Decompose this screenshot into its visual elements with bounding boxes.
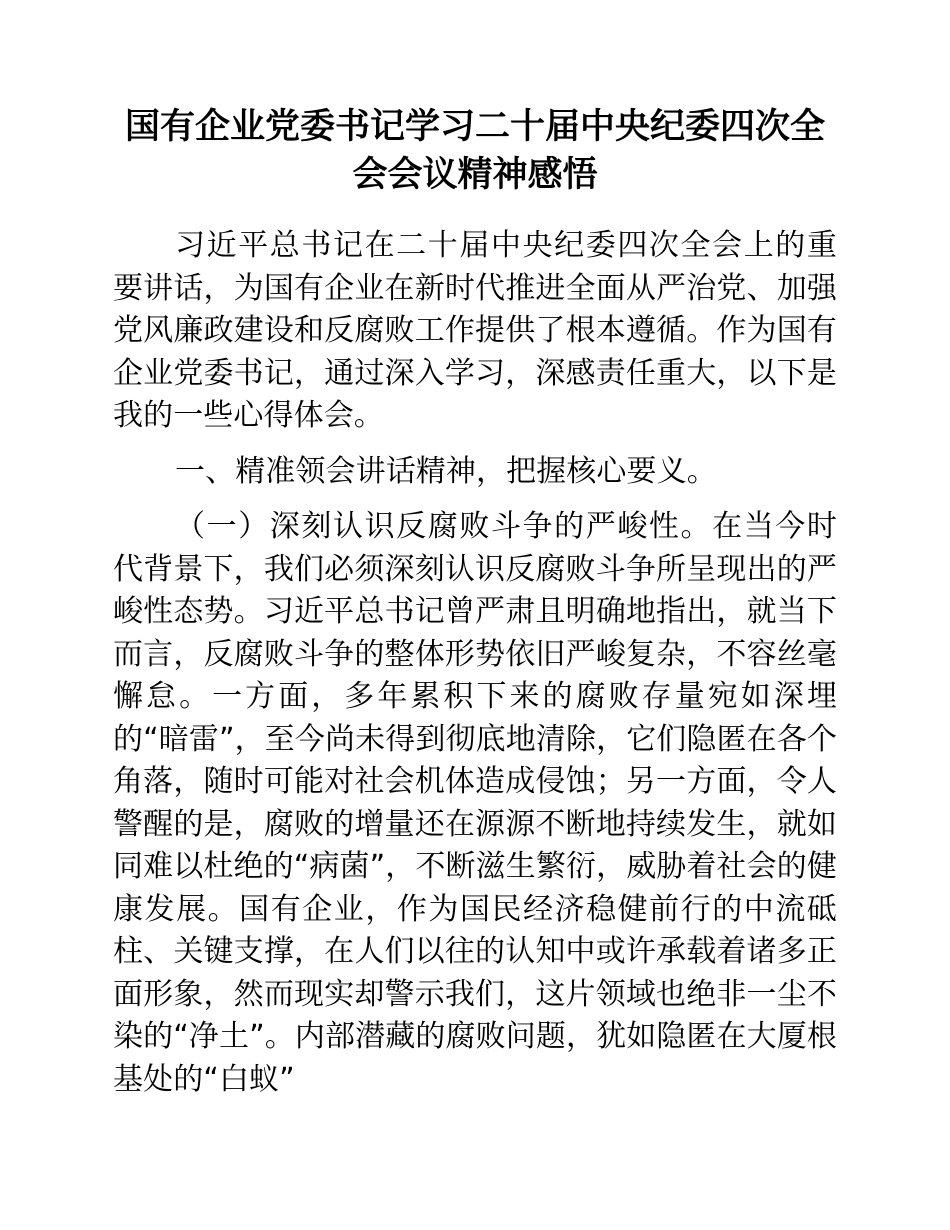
paragraph-spacer-1 [113,438,837,451]
section-heading-1: 一、精准领会讲话精神，把握核心要义。 [175,453,717,489]
paragraph-opening: 习近平总书记在二十届中央纪委四次全会上的重要讲话，为国有企业在新时代推进全面从严治党、加强党风廉政建设和反腐败工作提供了根本遵循。作为国有企业党委书记，通过深入学习，深感责任重大，以下是我的一些心得体会。 [113,228,837,433]
page-title: 国有企业党委书记学习二十届中央纪委四次全会会议精神感悟 [124,107,825,195]
document-body [113,0,837,1101]
paragraph-spacer-2 [113,493,837,506]
paragraph-section-1-1: （一）深刻认识反腐败斗争的严峻性。在当今时代背景下，我们必须深刻认识反腐败斗争所呈现出的严峻性态势。习近平总书记曾严肃且明确地指出，就当下而言，反腐败斗争的整体形势依旧严峻复杂，不容丝毫懈怠。一方面，多年累积下来的腐败存量宛如深埋的“暗雷”，至今尚未得到彻底地清除，它们隐匿在各个角落，随时可能对社会机体造成侵蚀；另一方面，令人警醒的是，腐败的增量还在源源不断地持续发生，就如同难以杜绝的“病菌”，不断滋生繁衍，威胁着社会的健康发展。国有企业，作为国民经济稳健前行的中流砥柱、关键支撑，在人们以往的认知中或许承载着诸多正面形象，然而现实却警示我们，这片领域也绝非一尘不染的“净土”。内部潜藏的腐败问题，犹如隐匿在大厦根基处的“白蚁” [113,509,837,1097]
title-spacer [113,199,837,225]
